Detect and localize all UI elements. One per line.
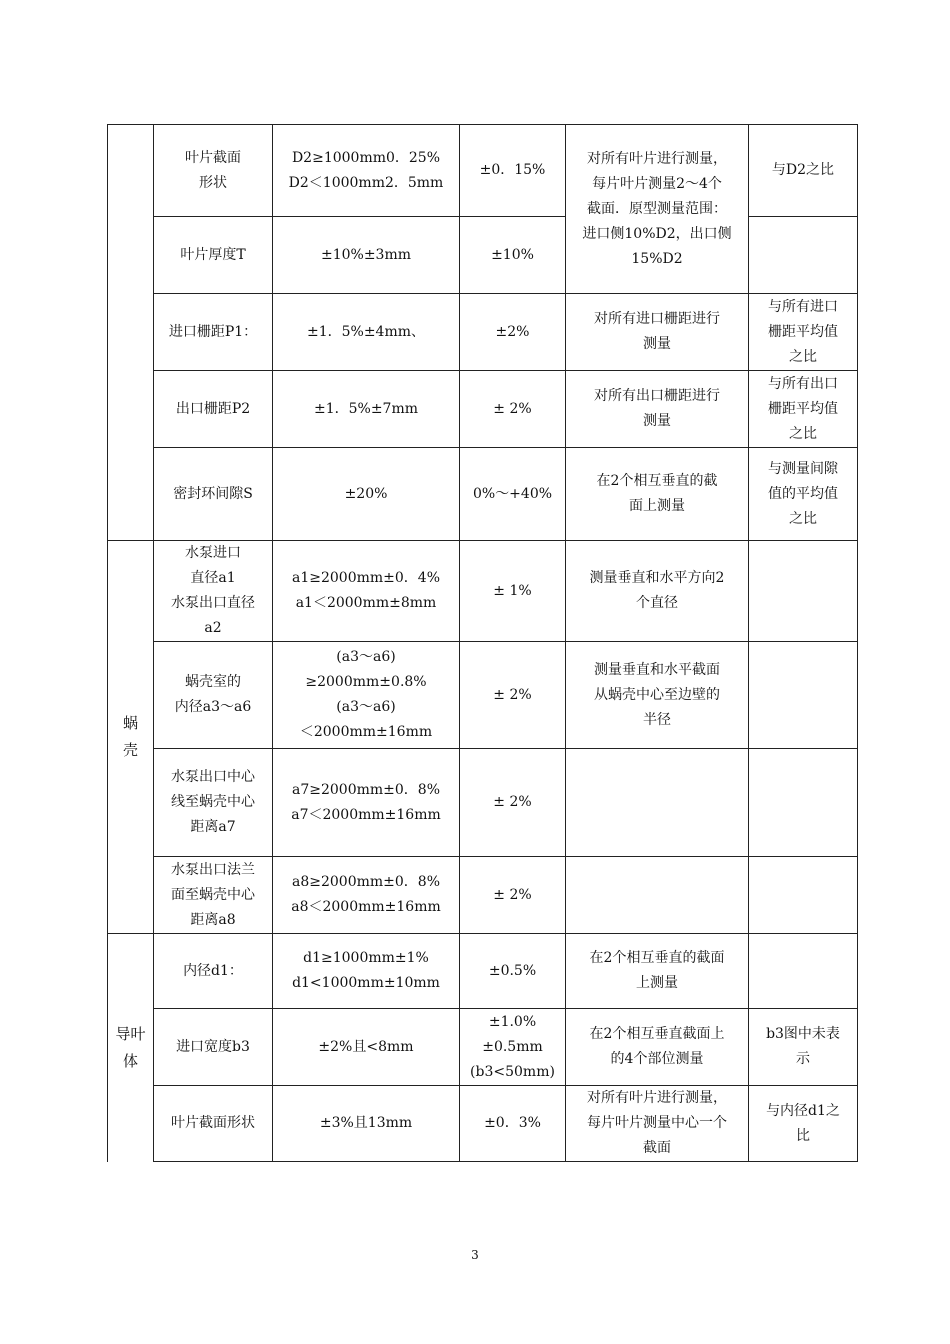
- item-cell: 进口栅距P1：: [154, 294, 273, 371]
- model-tolerance-cell: ±0.5%: [460, 934, 566, 1009]
- model-tolerance-cell: ±0．15%: [460, 125, 566, 217]
- table-row: [108, 934, 858, 1009]
- note-cell: 与D2之比: [749, 125, 858, 217]
- table-row: [108, 541, 858, 642]
- model-tolerance-cell: ± 2%: [460, 642, 566, 749]
- note-cell: [749, 934, 858, 1009]
- item-cell: 叶片截面形状: [154, 1086, 273, 1162]
- item-cell: 出口栅距P2: [154, 371, 273, 448]
- note-cell: [749, 857, 858, 934]
- item-cell: 进口宽度b3: [154, 1009, 273, 1086]
- method-cell: 对所有叶片进行测量， 每片叶片测量2～4个 截面．原型测量范围： 进口侧10%D2，出口侧 15%D2: [566, 125, 749, 294]
- tolerance-cell: ±3%且13mm: [273, 1086, 460, 1162]
- model-tolerance-cell: ± 2%: [460, 857, 566, 934]
- method-cell: 测量垂直和水平截面 从蜗壳中心至边壁的 半径: [566, 642, 749, 749]
- item-cell: 水泵出口中心 线至蜗壳中心 距离a7: [154, 749, 273, 857]
- note-cell: 与所有进口 栅距平均值 之比: [749, 294, 858, 371]
- note-cell: b3图中未表 示: [749, 1009, 858, 1086]
- tolerance-cell: a8≥2000mm±0．8% a8＜2000mm±16mm: [273, 857, 460, 934]
- tolerance-cell: ±10%±3mm: [273, 217, 460, 294]
- tolerance-cell: ±1．5%±7mm: [273, 371, 460, 448]
- item-cell: 水泵出口法兰 面至蜗壳中心 距离a8: [154, 857, 273, 934]
- tolerance-cell: ±2%且<8mm: [273, 1009, 460, 1086]
- model-tolerance-cell: ± 2%: [460, 371, 566, 448]
- tolerance-cell: (a3～a6) ≥2000mm±0.8% (a3～a6) ＜2000mm±16mm: [273, 642, 460, 749]
- tolerance-cell: D2≥1000mm0．25% D2＜1000mm2．5mm: [273, 125, 460, 217]
- method-cell: 测量垂直和水平方向2 个直径: [566, 541, 749, 642]
- method-cell: 在2个相互垂直截面上 的4个部位测量: [566, 1009, 749, 1086]
- table-row: [108, 125, 858, 217]
- note-cell: [749, 541, 858, 642]
- item-cell: 内径d1：: [154, 934, 273, 1009]
- model-tolerance-cell: ± 2%: [460, 749, 566, 857]
- method-cell: [566, 749, 749, 857]
- method-cell: 对所有出口栅距进行 测量: [566, 371, 749, 448]
- note-cell: [749, 217, 858, 294]
- table-row: [108, 749, 858, 857]
- model-tolerance-cell: ±10%: [460, 217, 566, 294]
- table-row: [108, 371, 858, 448]
- table-row: [108, 642, 858, 749]
- model-tolerance-cell: ± 1%: [460, 541, 566, 642]
- note-cell: 与内径d1之 比: [749, 1086, 858, 1162]
- table-row: [108, 448, 858, 541]
- item-cell: 密封环间隙S: [154, 448, 273, 541]
- group-cell: [108, 125, 154, 541]
- table-row: [108, 294, 858, 371]
- tolerance-cell: a7≥2000mm±0．8% a7＜2000mm±16mm: [273, 749, 460, 857]
- table-row: [108, 1009, 858, 1086]
- method-cell: 对所有叶片进行测量， 每片叶片测量中心一个 截面: [566, 1086, 749, 1162]
- tolerance-cell: ±1．5%±4mm、: [273, 294, 460, 371]
- item-cell: 蜗壳室的 内径a3～a6: [154, 642, 273, 749]
- tolerance-cell: d1≥1000mm±1% d1<1000mm±10mm: [273, 934, 460, 1009]
- method-cell: [566, 857, 749, 934]
- item-cell: 叶片厚度T: [154, 217, 273, 294]
- group-cell: 蜗 壳: [108, 541, 154, 934]
- model-tolerance-cell: ±0．3%: [460, 1086, 566, 1162]
- model-tolerance-cell: 0%～+40%: [460, 448, 566, 541]
- page-number: 3: [471, 1248, 479, 1262]
- model-tolerance-cell: ±2%: [460, 294, 566, 371]
- table-row: [108, 857, 858, 934]
- item-cell: 水泵进口 直径a1 水泵出口直径 a2: [154, 541, 273, 642]
- note-cell: 与所有出口 栅距平均值 之比: [749, 371, 858, 448]
- note-cell: [749, 749, 858, 857]
- table-row: [108, 1086, 858, 1162]
- tolerance-cell: ±20%: [273, 448, 460, 541]
- note-cell: 与测量间隙 值的平均值 之比: [749, 448, 858, 541]
- item-cell: 叶片截面 形状: [154, 125, 273, 217]
- method-cell: 在2个相互垂直的截 面上测量: [566, 448, 749, 541]
- method-cell: 对所有进口栅距进行 测量: [566, 294, 749, 371]
- method-cell: 在2个相互垂直的截面 上测量: [566, 934, 749, 1009]
- model-tolerance-cell: ±1.0% ±0.5mm (b3<50mm): [460, 1009, 566, 1086]
- tolerance-cell: a1≥2000mm±0．4% a1＜2000mm±8mm: [273, 541, 460, 642]
- group-cell: 导叶 体: [108, 934, 154, 1162]
- note-cell: [749, 642, 858, 749]
- spec-table: [107, 124, 858, 1162]
